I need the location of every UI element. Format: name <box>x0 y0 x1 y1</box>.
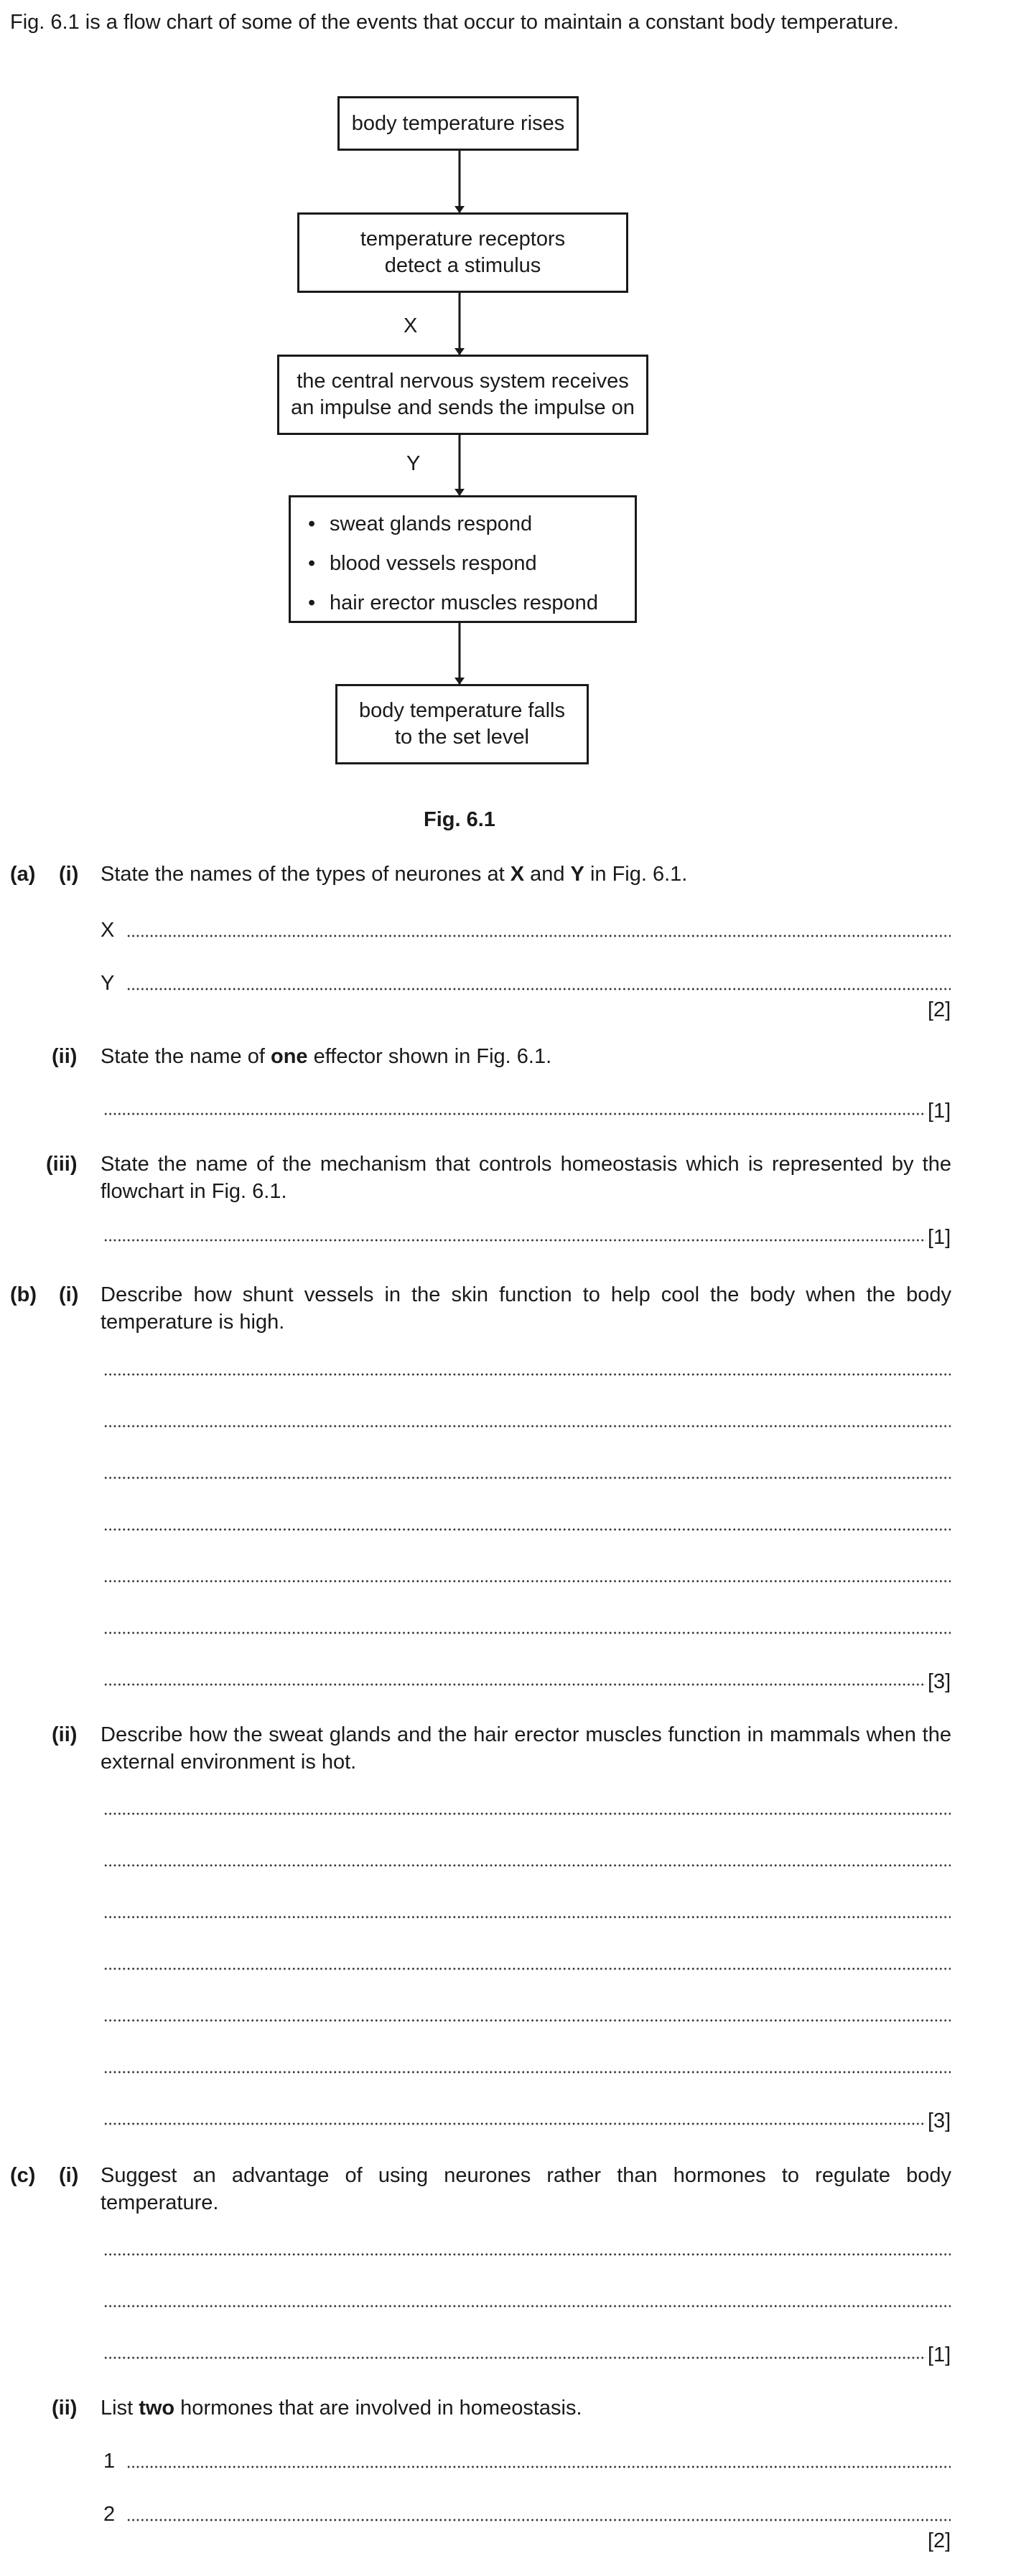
answer-line[interactable] <box>103 1850 951 1868</box>
marks-c-ii: [2] <box>928 2529 951 2552</box>
question-a-i-text: State the names of the types of neurones at X and Y in Fig. 6.1. <box>101 863 688 886</box>
flow-box-receptors <box>297 212 628 293</box>
flow-box-3-line-1: the central nervous system receives <box>297 370 629 393</box>
answer-1-label: 1 <box>103 2450 116 2473</box>
answer-line[interactable] <box>103 1359 951 1377</box>
marks-b-ii: [3] <box>928 2109 951 2132</box>
flow-label-y: Y <box>406 452 421 475</box>
answer-line[interactable] <box>103 2005 951 2023</box>
answer-line[interactable] <box>103 2057 951 2074</box>
effector-item: • blood vessels respond <box>308 552 537 575</box>
flow-box-5-line-1: body temperature falls <box>359 699 565 722</box>
answer-line[interactable] <box>103 1566 951 1583</box>
question-a-iii-num: (iii) <box>46 1153 78 1176</box>
effector-item: • hair erector muscles respond <box>308 591 598 614</box>
question-a-ii-text: State the name of one effector shown in Fig. 6.1. <box>101 1045 552 1068</box>
answer-line[interactable] <box>103 1902 951 1919</box>
question-a-iii-text: State the name of the mechanism that controls homeostasis which is represented by the flowchart in Fig. 6.1. <box>101 1153 951 1203</box>
question-a-i-num: (i) <box>59 863 79 886</box>
answer-line[interactable] <box>103 2109 926 2126</box>
answer-x-label: X <box>101 919 115 942</box>
question-c-i-text: Suggest an advantage of using neurones rather than hormones to regulate body temperature. <box>101 2164 951 2214</box>
flow-box-temperature-rises <box>337 96 579 151</box>
answer-line[interactable] <box>103 2291 951 2308</box>
flow-box-effectors <box>289 495 637 623</box>
figure-caption: Fig. 6.1 <box>424 808 495 831</box>
intro-text: Fig. 6.1 is a flow chart of some of the events that occur to maintain a constant body temperature. <box>10 11 899 34</box>
question-b-ii-text: Describe how the sweat glands and the hair erector muscles function in mammals when the external environment is hot. <box>101 1723 951 1774</box>
answer-line[interactable] <box>103 1411 951 1428</box>
flow-label-x: X <box>404 314 418 337</box>
flow-box-2-line-2: detect a stimulus <box>384 254 541 277</box>
marks-a-iii: [1] <box>928 1226 951 1249</box>
effector-item: • sweat glands respond <box>308 512 533 535</box>
question-b-i-num: (i) <box>59 1283 79 1306</box>
answer-line[interactable] <box>103 1463 951 1480</box>
question-a-ii-num: (ii) <box>52 1045 78 1068</box>
question-b-label: (b) <box>10 1283 37 1306</box>
question-b-ii-num: (ii) <box>52 1723 78 1746</box>
question-c-ii-num: (ii) <box>52 2397 78 2420</box>
question-c-i-num: (i) <box>59 2164 79 2187</box>
answer-line[interactable] <box>103 1669 926 1687</box>
answer-line[interactable] <box>103 1099 926 1116</box>
marks-a-ii: [1] <box>928 1100 951 1123</box>
answer-line-y[interactable] <box>126 974 951 991</box>
question-c-ii-text: List two hormones that are involved in homeostasis. <box>101 2397 582 2420</box>
answer-line-2[interactable] <box>126 2505 951 2522</box>
flow-box-3-line-2: an impulse and sends the impulse on <box>291 396 635 419</box>
question-c-label: (c) <box>10 2164 36 2187</box>
marks-c-i: [1] <box>928 2343 951 2366</box>
marks-b-i: [3] <box>928 1670 951 1693</box>
flow-box-5-line-2: to the set level <box>395 726 529 749</box>
question-b-i-text: Describe how shunt vessels in the skin function to help cool the body when the body temperature is high. <box>101 1283 951 1334</box>
answer-line[interactable] <box>103 1514 951 1532</box>
answer-line[interactable] <box>103 2239 951 2257</box>
question-a-label: (a) <box>10 863 36 886</box>
marks-a-i: [2] <box>928 998 951 1021</box>
answer-y-label: Y <box>101 972 115 995</box>
flow-box-cns <box>277 355 648 435</box>
flow-box-2-line-1: temperature receptors <box>360 228 566 250</box>
answer-line[interactable] <box>103 1799 951 1816</box>
answer-line-x[interactable] <box>126 921 951 938</box>
answer-line-1[interactable] <box>126 2452 951 2469</box>
answer-line[interactable] <box>103 2343 926 2360</box>
flow-box-temperature-falls <box>335 684 589 764</box>
answer-line[interactable] <box>103 1954 951 1971</box>
answer-line[interactable] <box>103 1225 926 1242</box>
answer-line[interactable] <box>103 1618 951 1635</box>
flow-box-1-text: body temperature rises <box>351 111 565 135</box>
answer-2-label: 2 <box>103 2503 116 2526</box>
